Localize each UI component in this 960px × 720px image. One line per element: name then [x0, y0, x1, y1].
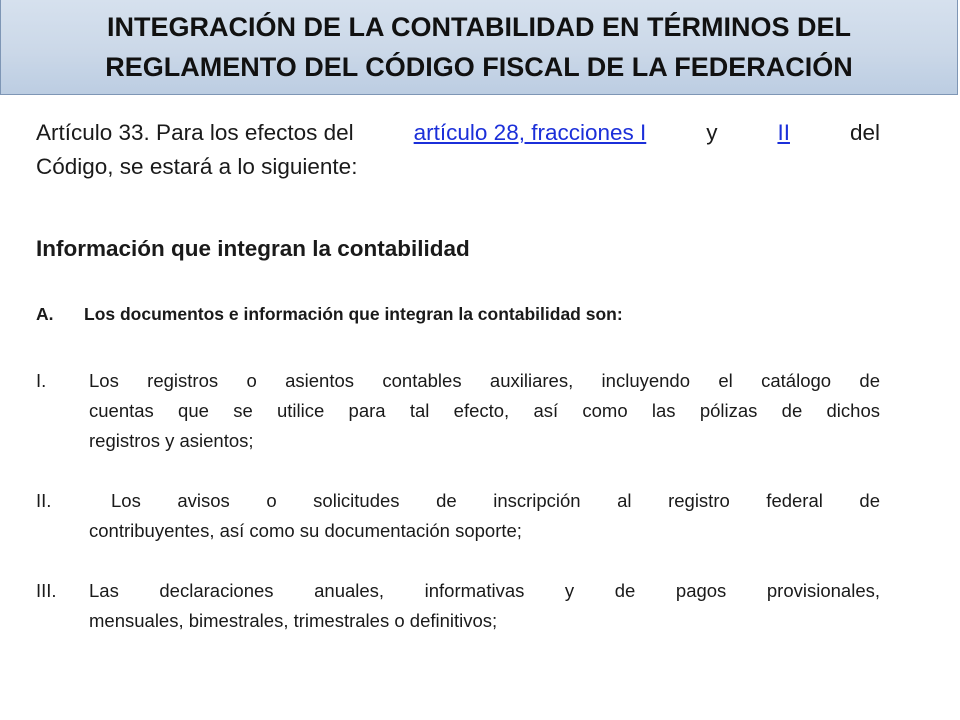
- intro-suffix: del: [849, 120, 880, 145]
- item-text-line: Los registros o asientos contables auxiliares, incluyendo el catálogo de: [89, 370, 880, 391]
- intro-conj: y: [706, 120, 718, 145]
- subheading: [36, 300, 623, 328]
- title-banner: [0, 0, 958, 95]
- intro-paragraph: [36, 116, 880, 184]
- link-fraccion-ii[interactable]: II: [777, 120, 790, 145]
- item-text-line: Las declaraciones anuales, informativas y de pagos provisionales,: [89, 580, 880, 601]
- intro-prefix: Artículo 33. Para los efectos del: [36, 120, 354, 145]
- fraction-list: [36, 366, 880, 636]
- item-number: III.: [36, 580, 57, 601]
- item-number: II.: [36, 490, 52, 511]
- item-text-line: registros y asientos;: [89, 430, 254, 451]
- item-text-line: contribuyentes, así como su documentación soporte;: [89, 520, 522, 541]
- list-item: [36, 486, 880, 546]
- item-text-line: mensuales, bimestrales, trimestrales o definitivos;: [89, 610, 498, 631]
- item-text-line: cuentas que se utilice para tal efecto, así como las pólizas de dichos: [89, 400, 880, 421]
- title-line-2: REGLAMENTO DEL CÓDIGO FISCAL DE LA FEDERACIÓN: [105, 52, 853, 82]
- section-heading: Información que integran la contabilidad: [36, 236, 470, 261]
- item-number: I.: [36, 370, 47, 391]
- item-text-line: Los avisos o solicitudes de inscripción al registro federal de: [111, 490, 880, 511]
- list-item: [36, 576, 880, 636]
- list-item: [36, 366, 880, 456]
- subheading-text: Los documentos e información que integran la contabilidad son:: [84, 304, 623, 324]
- subheading-marker: A.: [36, 304, 54, 324]
- title-line-1: INTEGRACIÓN DE LA CONTABILIDAD EN TÉRMINOS DEL: [107, 12, 851, 42]
- intro-line-2: Código, se estará a lo siguiente:: [36, 154, 358, 179]
- link-articulo-28[interactable]: artículo 28, fracciones I: [413, 120, 647, 145]
